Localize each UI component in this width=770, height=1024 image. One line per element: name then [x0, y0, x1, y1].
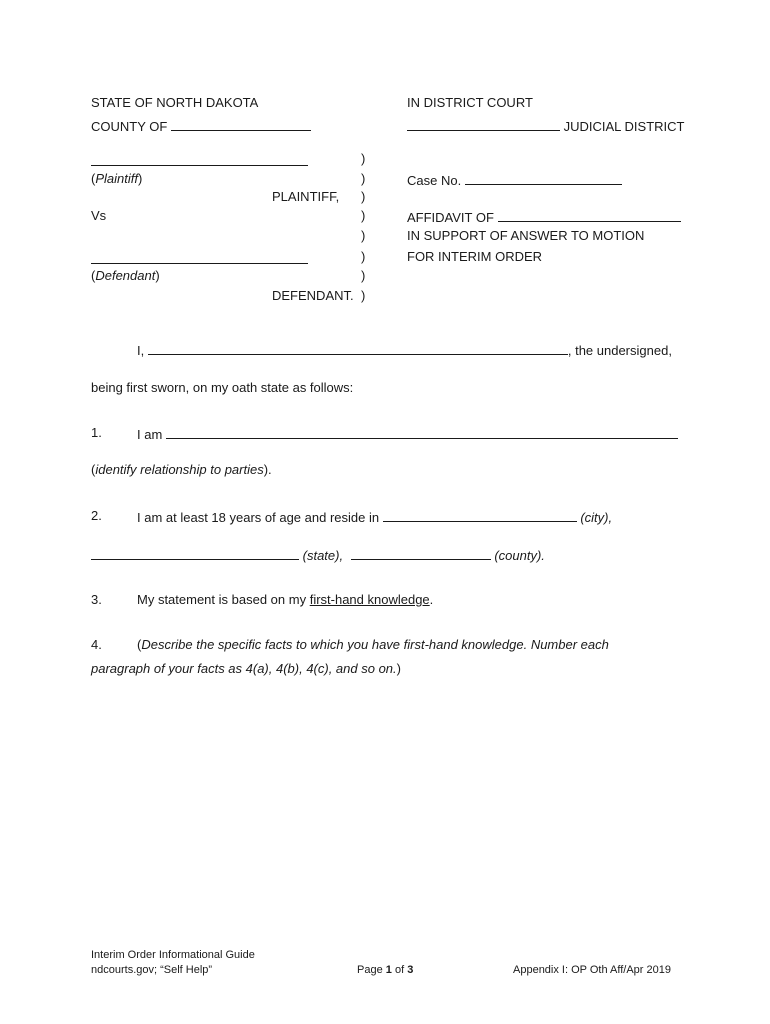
- affidavit-of-label: AFFIDAVIT OF: [407, 210, 494, 225]
- relationship-blank[interactable]: [166, 425, 678, 439]
- defendant-hint: (Defendant): [91, 268, 160, 283]
- case-number-label: Case No.: [407, 173, 462, 188]
- defendant-role: DEFENDANT.: [272, 288, 354, 303]
- intro-undersigned: , the undersigned,: [567, 343, 672, 358]
- support-line: IN SUPPORT OF ANSWER TO MOTION: [407, 228, 645, 243]
- item-3-text: My statement is based on my: [137, 592, 307, 607]
- judicial-district-line: [407, 117, 684, 135]
- footer-guide-title: Interim Order Informational Guide: [91, 949, 255, 961]
- item-1-text: I am: [137, 427, 163, 442]
- county-line: [91, 117, 311, 135]
- first-hand-knowledge-link[interactable]: first-hand knowledge: [309, 592, 430, 607]
- affiant-name-blank[interactable]: [498, 208, 681, 222]
- district-blank[interactable]: [407, 117, 560, 131]
- intro-i: I,: [137, 343, 145, 358]
- state-blank[interactable]: [91, 546, 299, 560]
- county-residence-blank[interactable]: [351, 546, 491, 560]
- item-2-line: [137, 508, 612, 526]
- item-4-number: 4.: [91, 637, 102, 652]
- case-number-line: [407, 171, 622, 189]
- item-4-line-1: (Describe the specific facts to which you have first-hand knowledge. Number each: [137, 637, 609, 652]
- county-label: COUNTY OF: [91, 119, 168, 134]
- state-title: STATE OF NORTH DAKOTA: [91, 95, 259, 110]
- item-2-text: I am at least 18 years of age and reside in: [137, 510, 380, 525]
- affidavit-of-line: [407, 208, 681, 226]
- undersigned-name-blank[interactable]: [148, 341, 568, 355]
- item-2-number: 2.: [91, 508, 102, 523]
- caption-paren: ): [361, 288, 366, 303]
- order-line: FOR INTERIM ORDER: [407, 249, 543, 264]
- court-title: IN DISTRICT COURT: [407, 95, 533, 110]
- defendant-name-blank[interactable]: [91, 263, 308, 264]
- caption-paren: ): [361, 151, 366, 166]
- judicial-district-label: JUDICIAL DISTRICT: [563, 119, 685, 134]
- county-label-residence: (county).: [494, 548, 545, 563]
- city-blank[interactable]: [383, 508, 577, 522]
- caption-paren: ): [361, 208, 366, 223]
- caption-paren: ): [361, 189, 366, 204]
- item-1-line: [137, 425, 678, 443]
- item-3-end: .: [429, 592, 434, 607]
- item-4-line-2: paragraph of your facts as 4(a), 4(b), 4(c), and so on.): [91, 661, 401, 676]
- caption-paren: ): [361, 228, 366, 243]
- item-3-number: 3.: [91, 592, 102, 607]
- caption-paren: ): [361, 249, 366, 264]
- sworn-statement: being first sworn, on my oath state as follows:: [91, 380, 354, 395]
- county-blank[interactable]: [171, 117, 311, 131]
- footer-page-number: Page 1 of 3: [357, 964, 414, 976]
- footer-appendix: Appendix I: OP Oth Aff/Apr 2019: [513, 964, 671, 976]
- item-1-hint: (identify relationship to parties).: [91, 462, 272, 477]
- city-label: (city),: [580, 510, 613, 525]
- caption-paren: ): [361, 268, 366, 283]
- intro-line: [137, 341, 672, 359]
- item-1-number: 1.: [91, 425, 102, 440]
- caption-paren: ): [361, 171, 366, 186]
- state-label: (state),: [302, 548, 344, 563]
- case-number-blank[interactable]: [465, 171, 622, 185]
- plaintiff-hint: (Plaintiff): [91, 171, 143, 186]
- plaintiff-role: PLAINTIFF,: [272, 189, 340, 204]
- plaintiff-name-blank[interactable]: [91, 165, 308, 166]
- versus-label: Vs: [91, 208, 107, 223]
- item-2-line-2: [91, 546, 545, 564]
- item-3-line: [137, 592, 433, 608]
- footer-source: ndcourts.gov; “Self Help”: [91, 964, 213, 976]
